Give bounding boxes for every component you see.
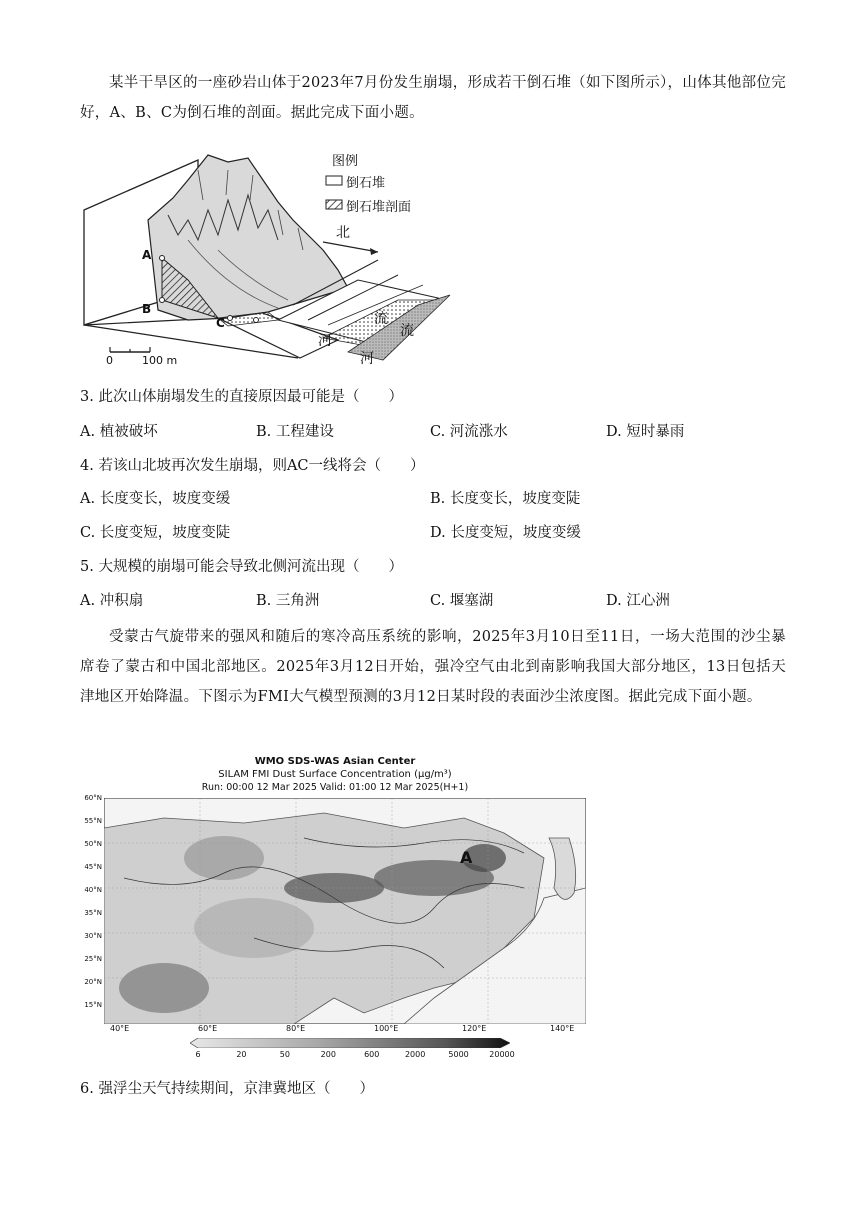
colorbar-label: 2000: [404, 1050, 426, 1059]
river-char-1: 河: [318, 333, 332, 349]
question-3-options: [80, 421, 786, 443]
question-5-stem: 5. 大规模的崩塌可能会导致北侧河流出现（ ）: [80, 559, 403, 575]
q3-option-a[interactable]: A. 植被破坏: [80, 424, 158, 440]
scale-zero: 0: [106, 354, 113, 367]
latitude-label: 30°N: [84, 932, 102, 940]
map-run-line: Run: 00:00 12 Mar 2025 Valid: 01:00 12 Mar 2025(H+1): [201, 782, 469, 793]
latitude-label: 20°N: [84, 978, 102, 986]
latitude-label: 60°N: [84, 794, 102, 802]
colorbar-label: 5000: [448, 1050, 469, 1059]
legend-item-scree-profile: 倒石堆剖面: [346, 200, 412, 215]
q4-option-a[interactable]: A. 长度变长，坡度变缓: [80, 491, 231, 507]
question-4-stem: 4. 若该山北坡再次发生崩塌，则AC一线将会（ ）: [80, 458, 425, 474]
legend-title: 图例: [332, 154, 359, 169]
q3-option-c[interactable]: C. 河流涨水: [430, 424, 508, 440]
collapse-block-diagram: [78, 140, 458, 380]
river-char-3: 河: [360, 351, 374, 367]
q5-option-c[interactable]: C. 堰塞湖: [430, 593, 494, 609]
scale-value: 100 m: [142, 354, 178, 367]
latitude-label: 35°N: [84, 909, 102, 917]
question-3-stem: 3. 此次山体崩塌发生的直接原因最可能是（ ）: [80, 389, 403, 405]
question-5-options: [80, 590, 786, 612]
question-4-options-row2: [80, 522, 786, 544]
latitude-label: 45°N: [84, 863, 102, 871]
dust-concentration-map: [80, 756, 590, 1062]
colorbar-labels: [190, 1050, 515, 1062]
river-char-4: 流: [400, 323, 414, 339]
q3-option-d[interactable]: D. 短时暴雨: [606, 424, 685, 440]
longitude-label: 60°E: [198, 1024, 218, 1033]
q4-option-b[interactable]: B. 长度变长，坡度变陡: [430, 491, 581, 507]
q5-option-d[interactable]: D. 江心洲: [606, 593, 670, 609]
question-6-stem: 6. 强浮尘天气持续期间，京津冀地区（ ）: [80, 1081, 374, 1097]
colorbar-label: 50: [279, 1050, 290, 1059]
longitude-label: 140°E: [550, 1024, 575, 1033]
colorbar-label: 20: [236, 1050, 247, 1059]
point-label-a: A: [142, 248, 152, 262]
q5-option-b[interactable]: B. 三角洲: [256, 593, 320, 609]
longitude-label: 40°E: [110, 1024, 130, 1033]
longitude-labels: [104, 1024, 586, 1036]
map-title-1: WMO SDS-WAS Asian Center: [254, 756, 416, 767]
longitude-label: 120°E: [462, 1024, 487, 1033]
colorbar-label: 20000: [489, 1050, 515, 1059]
q4-option-d[interactable]: D. 长度变短，坡度变缓: [430, 525, 581, 541]
latitude-label: 25°N: [84, 955, 102, 963]
question-4-options-row1: [80, 488, 786, 510]
point-label-b: B: [142, 302, 152, 316]
colorbar-label: 6: [195, 1050, 201, 1059]
map-title-2: SILAM FMI Dust Surface Concentration (μg/m³): [218, 769, 452, 780]
latitude-label: 40°N: [84, 886, 102, 894]
latitude-labels: [80, 794, 104, 1024]
longitude-label: 80°E: [286, 1024, 306, 1033]
point-label-c: C: [216, 316, 225, 330]
colorbar-label: 600: [364, 1050, 380, 1059]
passage-1: 某半干旱区的一座砂岩山体于2023年7月份发生崩塌，形成若干倒石堆（如下图所示），山体其他部位完好，A、B、C为倒石堆的剖面。据此完成下面小题。: [80, 75, 786, 121]
map-point-label-a: A: [460, 848, 473, 867]
q5-option-a[interactable]: A. 冲积扇: [80, 593, 144, 609]
colorbar-label: 200: [320, 1050, 336, 1059]
river-char-2: 流: [374, 311, 388, 327]
latitude-label: 15°N: [84, 1001, 102, 1009]
latitude-label: 50°N: [84, 840, 102, 848]
passage-2: 受蒙古气旋带来的强风和随后的寒冷高压系统的影响，2025年3月10日至11日，一场大范围的沙尘暴席卷了蒙古和中国北部地区。2025年3月12日开始，强冷空气由北到南影响我国大部分地区，13日包括天津地区开始降温。下图示为FMI大气模型预测的3月12日某时段的表面沙尘浓度图。据此完成下面小题。: [80, 629, 786, 705]
legend-item-scree: 倒石堆: [346, 176, 386, 191]
q3-option-b[interactable]: B. 工程建设: [256, 424, 334, 440]
longitude-label: 100°E: [374, 1024, 399, 1033]
q4-option-c[interactable]: C. 长度变短，坡度变陡: [80, 525, 231, 541]
north-label: 北: [336, 225, 350, 241]
latitude-label: 55°N: [84, 817, 102, 825]
